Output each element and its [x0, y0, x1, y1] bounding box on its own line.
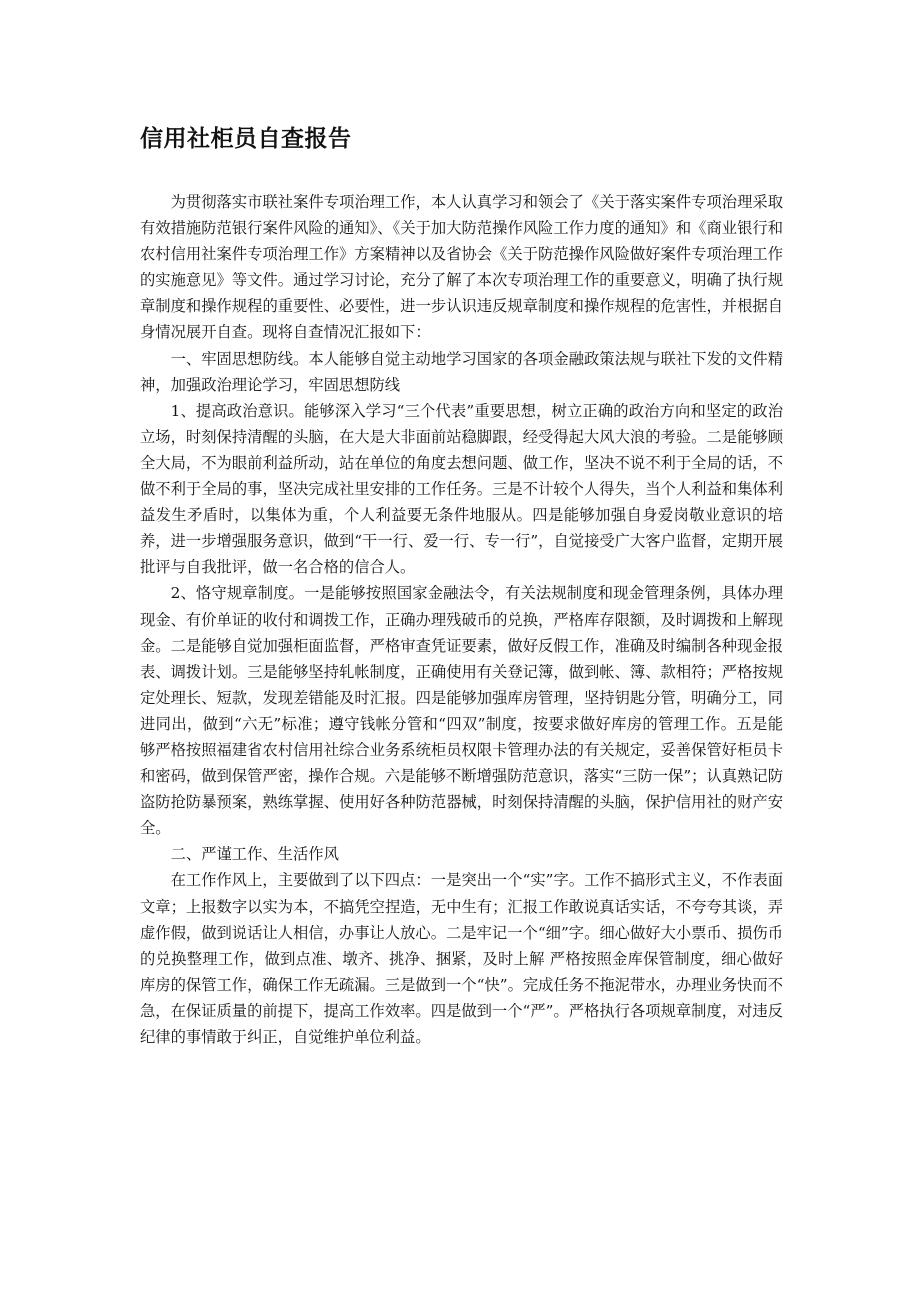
section-heading-2: 二、严谨工作、生活作风: [170, 845, 339, 864]
paragraph-work-style: 在工作作风上，主要做到了以下四点：一是突出一个“实”字。工作不搞形式主义，不作表面文章；上报数字以实为本，不搞凭空捏造，无中生有；汇报工作敢说真话实话，不夸夸其谈，弄虚作假，做到说话让人相信，办事让人放心。二是牢记一个“细”字。细心做好大小票币、损伤币的兑换整理工作，做到点准、墩齐、挑净、捆紧，及时上解 严格按照金库保管制度，细心做好库房的保管工作，确保工作无疏漏。三是做到一个“快”。完成任务不拖泥带水，办理业务快而不急，在保证质量的前提下，提高工作效率。四是做到一个“严”。严格执行各项规章制度，对违反纪律的事情敢于纠正，自觉维护单位利益。: [140, 871, 783, 1046]
document-title: 信用社柜员自查报告: [140, 126, 352, 152]
paragraph-rules-compliance: 2、恪守规章制度。一是能够按照国家金融法令，有关法规制度和现金管理条例，具体办理现金、有价单证的收付和调拨工作，正确办理残破币的兑换，严格库存限额，及时调拨和上解现金。二是能够自觉加强柜面监督，严格审查凭证要素，做好反假工作，准确及时编制各种现金报表、调拨计划。三是能够坚持轧帐制度，正确使用有关登记簿，做到帐、簿、款相符；严格按规定处理长、短款，发现差错能及时汇报。四是能够加强库房管理，坚持钥匙分管，明确分工，同进同出，做到“六无”标准；遵守钱帐分管和“四双”制度，按要求做好库房的管理工作。五是能够严格按照福建省农村信用社综合业务系统柜员权限卡管理办法的有关规定，妥善保管好柜员卡和密码，做到保管严密，操作合规。六是能够不断增强防范意识，落实“三防一保”；认真熟记防盗防抢防暴预案，熟练掌握、使用好各种防范器械，时刻保持清醒的头脑，保护信用社的财产安全。: [140, 584, 783, 838]
paragraph-political-awareness: 1、提高政治意识。能够深入学习“三个代表”重要思想，树立正确的政治方向和坚定的政治立场，时刻保持清醒的头脑，在大是大非面前站稳脚跟，经受得起大风大浪的考验。二是能够顾全大局，不为眼前利益所动，站在单位的角度去想问题、做工作，坚决不说不利于全局的话，不做不利于全局的事，坚决完成社里安排的工作任务。三是不计较个人得失，当个人利益和集体利益发生矛盾时，以集体为重，个人利益要无条件地服从。四是能够加强自身爱岗敬业意识的培养，进一步增强服务意识，做到“干一行、爱一行、专一行”，自觉接受广大客户监督，定期开展批评与自我批评，做一名合格的信合人。: [140, 401, 783, 577]
paragraph-intro: 为贯彻落实市联社案件专项治理工作，本人认真学习和领会了《关于落实案件专项治理采取有效措施防范银行案件风险的通知》、《关于加大防范操作风险工作力度的通知》和《商业银行和农村信用社案件专项治理工作》方案精神以及省协会《关于防范操作风险做好案件专项治理工作的实施意见》等文件。通过学习讨论，充分了解了本次专项治理工作的重要意义，明确了执行规章制度和操作规程的重要性、必要性，进一步认识违反规章制度和操作规程的危害性，并根据自身情况展开自查。现将自查情况汇报如下：: [140, 193, 783, 342]
section-heading-1: 一、牢固思想防线。本人能够自觉主动地学习国家的各项金融政策法规与联社下发的文件精神，加强政治理论学习，牢固思想防线: [140, 349, 783, 394]
document-body: [140, 189, 783, 1050]
